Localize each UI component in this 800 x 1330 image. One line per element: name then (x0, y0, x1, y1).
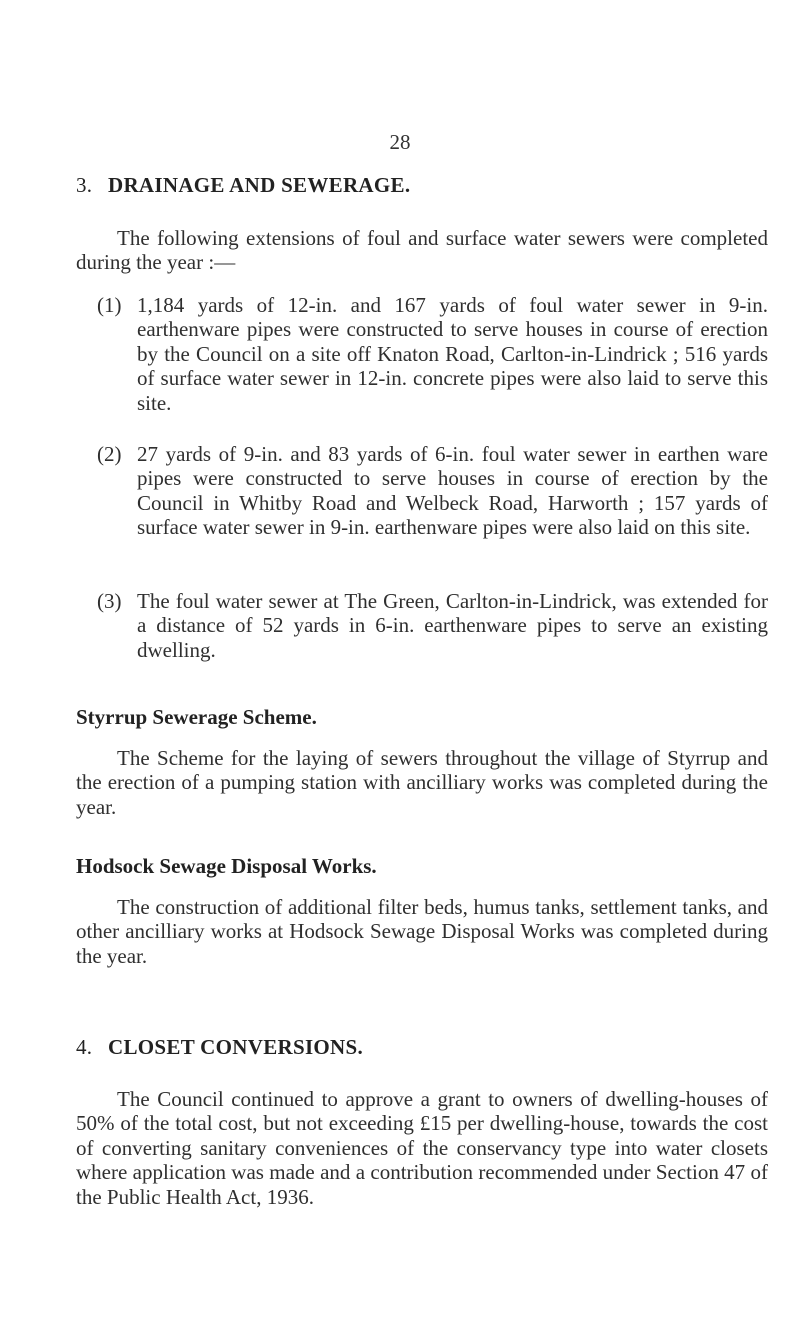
list-item-text: 1,184 yards of 12-in. and 167 yards of foul water sewer in 9-in. earthenware pipes were constructed to serve houses in course of erection by the Council on a site off Knaton Road, Carlton-in-Lindrick ; 516 yards of surface water sewer in 12-in. concrete pipes were also laid to serve this site. (137, 293, 768, 415)
list-marker: (3) (97, 589, 122, 613)
hodsock-paragraph: The construction of additional filter beds, humus tanks, settlement tanks, and other ancilliary works at Hodsock Sewage Disposal Works was completed during the year. (76, 895, 768, 968)
drainage-intro: The following extensions of foul and surface water sewers were completed during the year :— (76, 226, 768, 275)
styrrup-heading: Styrrup Sewerage Scheme. (76, 705, 317, 729)
section-number: 4. (76, 1035, 93, 1059)
section-title: DRAINAGE AND SEWERAGE. (108, 173, 411, 197)
list-item (76, 293, 768, 415)
list-marker: (2) (97, 442, 122, 466)
list-marker: (1) (97, 293, 122, 317)
page-number: 28 (389, 130, 411, 154)
list-item (76, 589, 768, 662)
hodsock-heading: Hodsock Sewage Disposal Works. (76, 854, 377, 878)
list-item (76, 442, 768, 540)
section-heading-closet (76, 1035, 363, 1060)
section-title: CLOSET CONVERSIONS. (108, 1035, 364, 1059)
section-number: 3. (76, 173, 93, 197)
closet-paragraph: The Council continued to approve a grant to owners of dwelling-houses of 50% of the total cost, but not exceeding £15 per dwelling-house, towards the cost of converting sanitary conveniences of the conservancy type into water closets where application was made and a contribution recommended under Section 47 of the Public Health Act, 1936. (76, 1087, 768, 1209)
list-item-text: 27 yards of 9-in. and 83 yards of 6-in. foul water sewer in earthen ware pipes were constructed to serve houses in course of erection by the Council in Whitby Road and Welbeck Road, Harworth ; 157 yards of surface water sewer in 9-in. earthenware pipes were also laid on this site. (137, 442, 768, 540)
list-item-text: The foul water sewer at The Green, Carlton-in-Lindrick, was extended for a distance of 52 yards in 6-in. earthenware pipes to serve an existing dwelling. (137, 589, 768, 662)
section-heading-drainage (76, 173, 410, 198)
styrrup-paragraph: The Scheme for the laying of sewers throughout the village of Styrrup and the erection of a pumping station with ancilliary works was completed during the year. (76, 746, 768, 819)
